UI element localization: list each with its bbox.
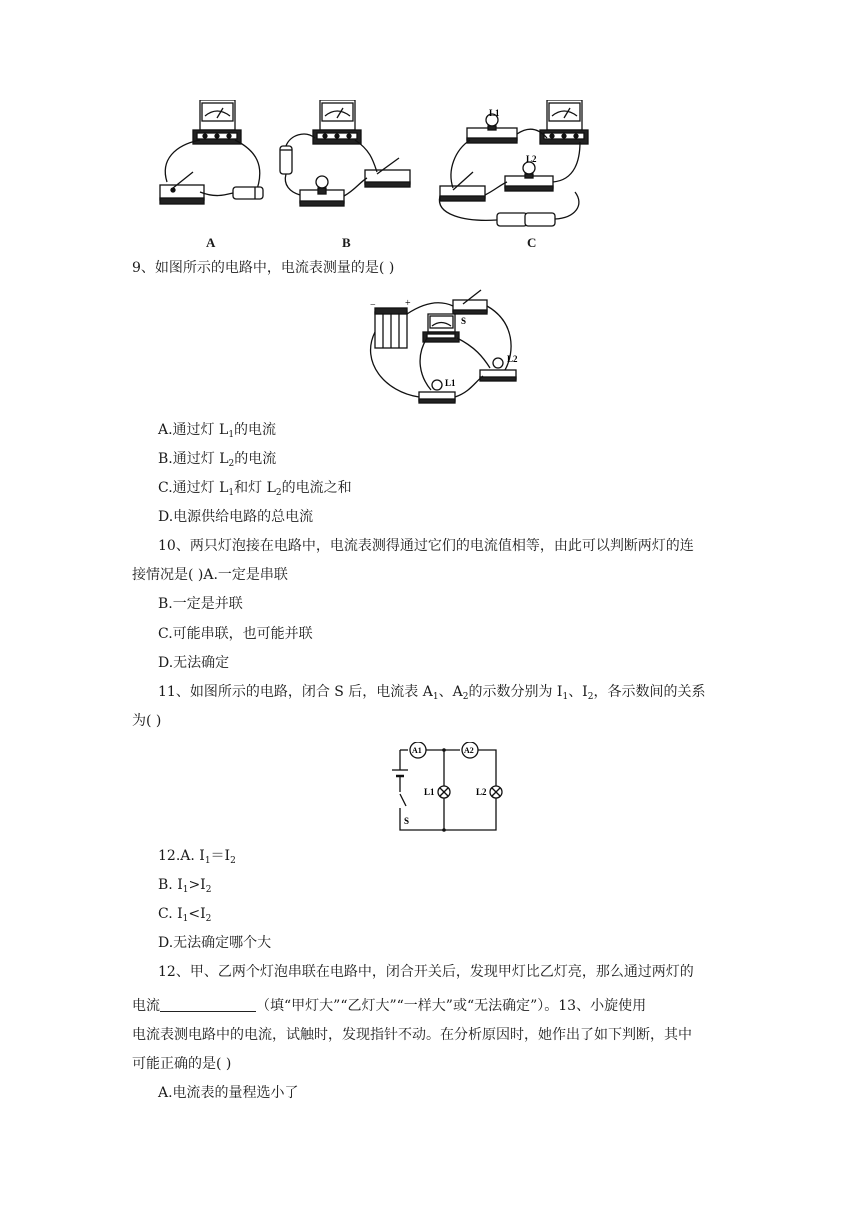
q12-option-a: 12.A. $I_1=I_2$ — [158, 848, 236, 866]
battery-plus: + — [405, 298, 411, 309]
circuit-figure-abc — [155, 100, 595, 230]
q11-bulb-l2: L2 — [476, 787, 487, 797]
q9-option-b: B.通过灯 $L_2$的电流 — [158, 451, 277, 469]
q12-option-c: C. $I_1<I_2$ — [158, 906, 212, 924]
q10-option-b: B.一定是并联 — [158, 596, 243, 612]
q11-line2: 为( ) — [132, 713, 162, 729]
q10-line2: 接情况是( )A.一定是串联 — [132, 567, 288, 583]
answer-blank[interactable] — [160, 997, 256, 1012]
q9-option-c: C.通过灯 $L_1$和灯 $L_2$的电流之和 — [158, 480, 352, 498]
q10-option-c: C.可能串联，也可能并联 — [158, 626, 313, 642]
fig-label-b: B — [342, 235, 351, 250]
fig-top-bulb-label-l2: L2 — [526, 154, 537, 164]
q11-line1: 11、如图所示的电路，闭合 S 后，电流表 $A_1$、$A_2$的示数分别为 $I_1$、$I_2$，各示数间的关系 — [158, 684, 706, 702]
q10-option-d: D.无法确定 — [158, 655, 230, 671]
q9-bulb-label-l1: L1 — [445, 378, 456, 388]
q12-line1: 12、甲、乙两个灯泡串联在电路中，闭合开关后，发现甲灯比乙灯亮，那么通过两灯的 — [158, 964, 694, 980]
q10-line1: 10、两只灯泡接在电路中，电流表测得通过它们的电流值相等，由此可以判断两灯的连 — [158, 538, 694, 554]
q9-bulb-label-l2: L2 — [507, 354, 518, 364]
q11-switch-s: S — [404, 816, 410, 826]
fig-top-bulb-label-l1: L1 — [489, 108, 500, 118]
circuit-figure-q9 — [365, 282, 525, 412]
q11-bulb-l1: L1 — [424, 787, 435, 797]
battery-minus: − — [370, 300, 376, 311]
fig-label-c: C — [527, 235, 537, 250]
q9-switch-label: S — [461, 316, 467, 326]
q13-line4: 可能正确的是( ) — [132, 1056, 232, 1072]
q12-line2: 电流 （填“甲灯大”“乙灯大”“一样大”或“无法确定”）。13、小旋使用 — [132, 998, 647, 1014]
q9-option-a: A.通过灯 $L_1$的电流 — [158, 422, 277, 440]
q11-meter-a2: A2 — [464, 746, 474, 755]
q13-line3: 电流表测电路中的电流，试触时，发现指针不动。在分析原因时，她作出了如下判断，其中 — [132, 1027, 692, 1043]
q12-option-d: D.无法确定哪个大 — [158, 935, 272, 951]
circuit-b — [280, 100, 410, 206]
q9-stem: 9、如图所示的电路中，电流表测量的是( ) — [132, 260, 395, 276]
circuit-a — [160, 100, 263, 204]
circuit-figure-q11 — [388, 742, 508, 837]
circuit-c — [439, 100, 588, 226]
q11-meter-a1: A1 — [412, 746, 422, 755]
q9-option-d: D.电源供给电路的总电流 — [158, 509, 314, 525]
q12-option-b: B. $I_1>I_2$ — [158, 877, 212, 895]
q13-option-a: A.电流表的量程选小了 — [158, 1085, 299, 1101]
fig-label-a: A — [206, 235, 216, 250]
